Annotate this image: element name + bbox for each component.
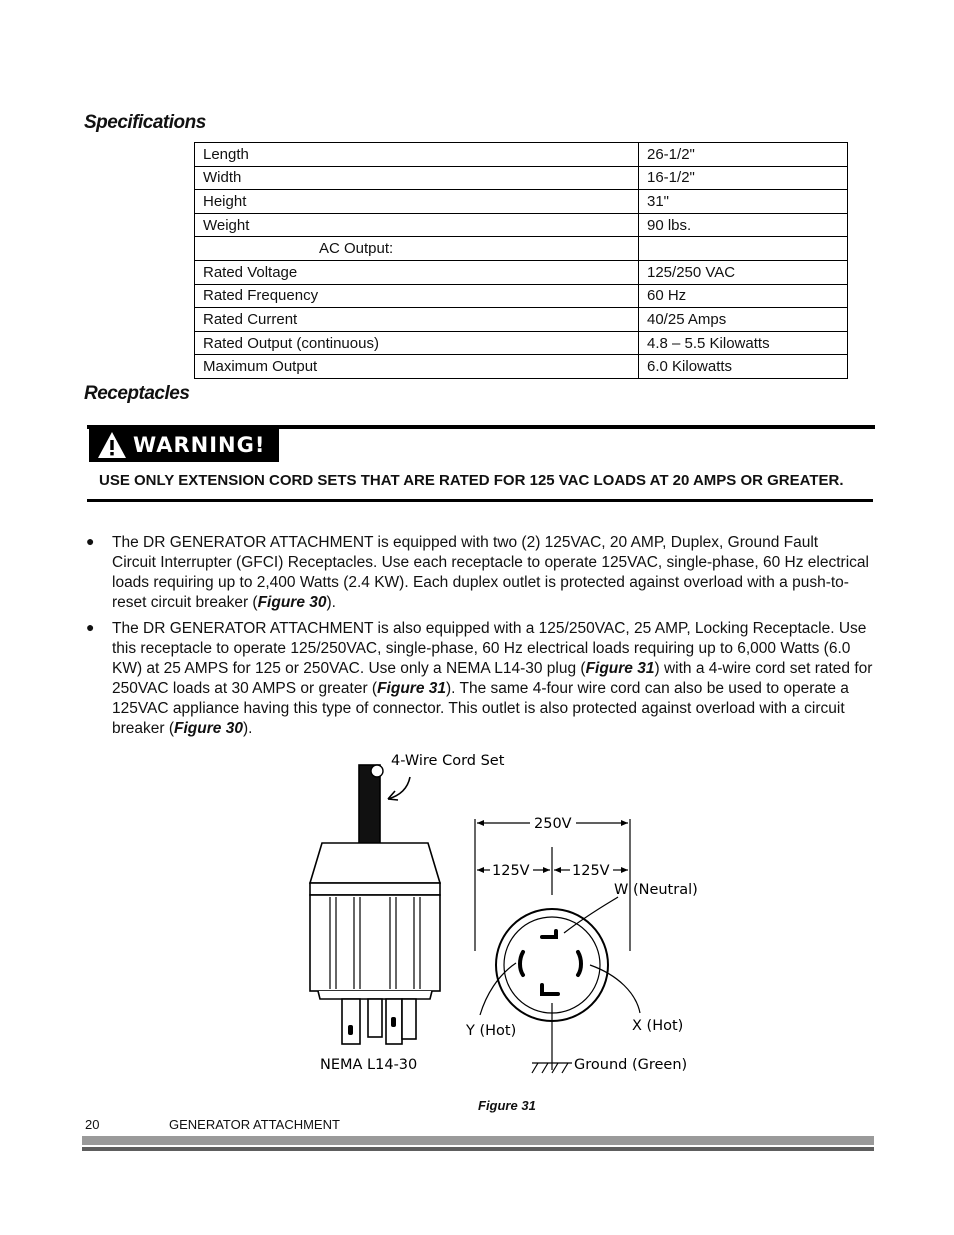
warning-bottom-rule	[87, 499, 873, 502]
footer-section-title: GENERATOR ATTACHMENT	[169, 1117, 340, 1132]
table-row	[195, 331, 848, 355]
x-hot-leader-line	[590, 965, 640, 1013]
warning-badge	[89, 427, 279, 462]
spec-value: 60 Hz	[639, 284, 848, 308]
specifications-table	[194, 142, 848, 379]
warning-text: USE ONLY EXTENSION CORD SETS THAT ARE RATED FOR 125 VAC LOADS AT 20 AMPS OR GREATER.	[99, 472, 844, 489]
spec-value: 4.8 – 5.5 Kilowatts	[639, 331, 848, 355]
paragraph-line	[112, 679, 864, 699]
spec-value: 16-1/2"	[639, 166, 848, 190]
plug-band-shape	[310, 883, 440, 895]
paragraph-line: Circuit Interrupter (GFCI) Receptacles. Use each receptacle to operate 125VAC, single-phase, 60 Hz electrical	[112, 554, 869, 571]
paragraph-line: 125VAC appliance having this type of connector. This outlet is also protected against overload with a circuit	[112, 700, 845, 717]
bullet-icon: ●	[86, 619, 95, 635]
table-row	[195, 284, 848, 308]
plug-top-shape	[310, 843, 440, 883]
paragraph-line: The DR GENERATOR ATTACHMENT is equipped with two (2) 125VAC, 20 AMP, Duplex, Ground Fault	[112, 534, 819, 551]
ground-label: Ground (Green)	[574, 1057, 688, 1073]
bullet-icon: ●	[86, 533, 95, 549]
spec-label: Rated Current	[195, 308, 639, 332]
neutral-leader-line	[564, 897, 618, 933]
spec-label: Weight	[195, 213, 639, 237]
spec-value: 26-1/2"	[639, 143, 848, 167]
figure-caption: Figure 31	[478, 1098, 536, 1113]
text-run: KW) at 25 AMPS for 125 or 250VAC. Use only a NEMA L14-30 plug (	[112, 660, 586, 677]
paragraph-line: loads requiring up to 2,400 Watts (2.4 KW). Each duplex outlet is protected against overload with a push-to-	[112, 574, 849, 591]
paragraph-line	[112, 593, 864, 613]
spec-value: 90 lbs.	[639, 213, 848, 237]
table-row	[195, 213, 848, 237]
warning-triangle-icon	[97, 431, 127, 459]
figure-reference: Figure 31	[377, 680, 446, 697]
voltage-250-label: 250V	[534, 816, 572, 832]
voltage-125-right-label: 125V	[572, 863, 610, 879]
receptacles-heading: Receptacles	[84, 383, 190, 404]
receptacle-slots	[520, 931, 581, 994]
plug-type-label: NEMA L14-30	[320, 1057, 418, 1073]
neutral-label: W (Neutral)	[614, 882, 698, 898]
spec-group-header: AC Output:	[195, 237, 639, 261]
paragraph-line: The DR GENERATOR ATTACHMENT is also equipped with a 125/250VAC, 25 AMP, Locking Receptacle. Use	[112, 620, 867, 637]
plug-base-shape	[318, 991, 432, 999]
voltage-125-left-label: 125V	[492, 863, 530, 879]
table-row	[195, 237, 848, 261]
spec-value: 125/250 VAC	[639, 260, 848, 284]
warning-label: WARNING!	[133, 432, 266, 457]
spec-label: Maximum Output	[195, 355, 639, 379]
spec-value	[639, 237, 848, 261]
plug-blades	[342, 999, 416, 1044]
x-hot-label: X (Hot)	[632, 1018, 684, 1034]
list-item	[112, 619, 873, 739]
table-row	[195, 308, 848, 332]
text-run: 250VAC loads at 30 AMPS or greater (	[112, 680, 378, 697]
spec-value: 31"	[639, 190, 848, 214]
table-row	[195, 190, 848, 214]
table-row	[195, 143, 848, 167]
page-number: 20	[85, 1117, 100, 1132]
text-run: ).	[326, 594, 336, 611]
cord-end-shape	[371, 765, 383, 777]
nema-l14-30-diagram	[290, 745, 720, 1080]
spec-value: 40/25 Amps	[639, 308, 848, 332]
spec-label: Length	[195, 143, 639, 167]
spec-label: Rated Voltage	[195, 260, 639, 284]
footer-rule	[82, 1136, 874, 1151]
text-run: breaker (	[112, 720, 175, 737]
ground-hatch	[532, 1063, 568, 1073]
text-run: ) with a 4-wire cord set rated for	[654, 660, 873, 677]
list-item	[112, 533, 869, 613]
text-run: ). The same 4-four wire cord can also be used to operate a	[446, 680, 849, 697]
spec-label: Height	[195, 190, 639, 214]
spec-label: Width	[195, 166, 639, 190]
text-run: reset circuit breaker (	[112, 594, 258, 611]
table-row	[195, 355, 848, 379]
spec-value: 6.0 Kilowatts	[639, 355, 848, 379]
figure-reference: Figure 30	[174, 720, 243, 737]
paragraph-line	[112, 659, 873, 679]
table-row	[195, 166, 848, 190]
paragraph-line	[112, 719, 864, 739]
y-hot-label: Y (Hot)	[466, 1023, 517, 1039]
figure-reference: Figure 30	[257, 594, 327, 611]
paragraph-line: this receptacle to operate 125/250VAC, single-phase, 60 Hz electrical loads requiring up to 6,000 Watts (6.0	[112, 640, 851, 657]
table-row	[195, 260, 848, 284]
figure-reference: Figure 31	[585, 660, 655, 677]
spec-label: Rated Frequency	[195, 284, 639, 308]
text-run: ).	[242, 720, 253, 737]
cord-set-label: 4-Wire Cord Set	[391, 753, 505, 769]
spec-label: Rated Output (continuous)	[195, 331, 639, 355]
specifications-heading: Specifications	[84, 112, 206, 133]
